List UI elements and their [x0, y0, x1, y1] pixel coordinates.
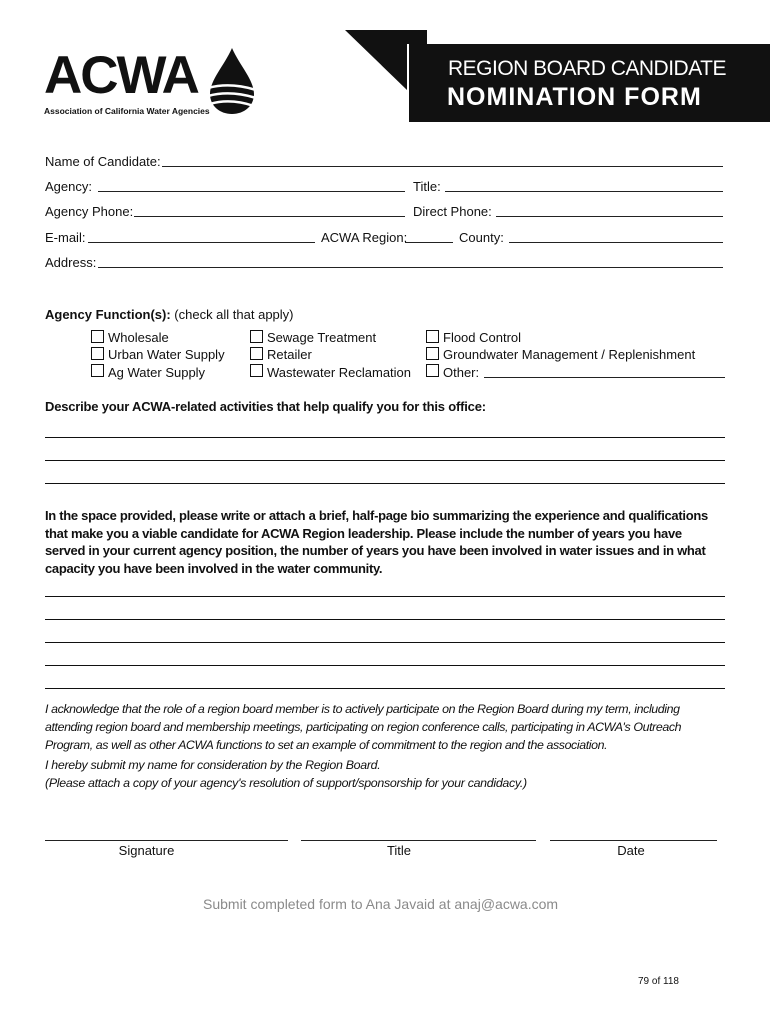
option-groundwater-management: Groundwater Management / Replenishment: [443, 347, 696, 362]
address-input-line[interactable]: [98, 267, 723, 268]
option-urban-water-supply: Urban Water Supply: [108, 347, 225, 362]
water-drop-icon: [202, 46, 257, 116]
agency-function-heading: [45, 307, 294, 322]
signature-line[interactable]: [45, 840, 288, 841]
agency-input-line[interactable]: [98, 191, 405, 192]
option-sewage-treatment: Sewage Treatment: [267, 330, 377, 345]
agency-phone-input-line[interactable]: [134, 216, 405, 217]
checkbox-sewage-treatment[interactable]: [250, 330, 263, 343]
bio-line[interactable]: [45, 596, 725, 597]
agency-function-heading-note: (check all that apply): [170, 307, 294, 322]
submit-name-statement: I hereby submit my name for consideration by the Region Board.: [45, 758, 381, 772]
checkbox-flood-control[interactable]: [426, 330, 439, 343]
title-label: Title: [386, 843, 412, 858]
attach-resolution-note: (Please attach a copy of your agency's resolution of support/sponsorship for your candidacy.): [45, 776, 527, 790]
describe-prompt: Describe your ACWA-related activities that help qualify you for this office:: [45, 399, 486, 414]
signature-label: Signature: [118, 843, 175, 858]
other-input-line[interactable]: [484, 377, 725, 378]
title-signature-line[interactable]: [301, 840, 536, 841]
option-wastewater-reclamation: Wastewater Reclamation: [267, 365, 412, 380]
email-input-line[interactable]: [88, 242, 315, 243]
field-label-email: E-mail:: [45, 230, 86, 245]
option-ag-water-supply: Ag Water Supply: [108, 365, 206, 380]
page-number: 79 of 118: [638, 976, 679, 987]
header-title-line1: REGION BOARD CANDIDATE: [448, 57, 726, 80]
describe-line[interactable]: [45, 437, 725, 438]
bio-line[interactable]: [45, 688, 725, 689]
field-label-region: ACWA Region:: [321, 230, 408, 245]
checkbox-wholesale[interactable]: [91, 330, 104, 343]
bio-line[interactable]: [45, 665, 725, 666]
field-label-address: Address:: [45, 255, 97, 270]
field-label-direct-phone: Direct Phone:: [413, 204, 492, 219]
field-label-county: County:: [459, 230, 504, 245]
county-input-line[interactable]: [509, 242, 723, 243]
field-label-name: Name of Candidate:: [45, 154, 161, 169]
acknowledgment-text: I acknowledge that the role of a region board member is to actively participate on the Region Board during my term, including attending region board and membership meetings, participating on region conference calls, participating in ACWA's Outreach Program, as well as other ACWA functions to set an example of commitment to the region and the association.: [45, 702, 682, 752]
option-wholesale: Wholesale: [108, 330, 169, 345]
bio-line[interactable]: [45, 619, 725, 620]
option-flood-control: Flood Control: [443, 330, 522, 345]
logo-wordmark: ACWA: [44, 46, 198, 105]
agency-function-heading-bold: Agency Function(s):: [45, 307, 171, 322]
bio-prompt: In the space provided, please write or attach a brief, half-page bio summarizing the experience and qualifications that make you a viable candidate for ACWA Region leadership. Please include the number of years you have served in your current agency position, the number of years you have been involved in water issues and in what capacity you have been involved in the water community.: [45, 508, 708, 576]
field-label-title: Title:: [413, 179, 441, 194]
date-label: Date: [617, 843, 645, 858]
checkbox-wastewater-reclamation[interactable]: [250, 364, 263, 377]
describe-line[interactable]: [45, 460, 725, 461]
logo-tagline: Association of California Water Agencies: [44, 106, 210, 116]
submit-instructions: Submit completed form to Ana Javaid at anaj@acwa.com: [203, 896, 559, 912]
field-label-agency: Agency:: [45, 179, 92, 194]
checkbox-ag-water-supply[interactable]: [91, 364, 104, 377]
checkbox-urban-water-supply[interactable]: [91, 347, 104, 360]
header-title-line2: NOMINATION FORM: [447, 83, 702, 111]
date-line[interactable]: [550, 840, 717, 841]
title-input-line[interactable]: [445, 191, 723, 192]
field-label-agency-phone: Agency Phone:: [45, 204, 134, 219]
describe-line[interactable]: [45, 483, 725, 484]
checkbox-retailer[interactable]: [250, 347, 263, 360]
name-input-line[interactable]: [162, 166, 723, 167]
checkbox-other[interactable]: [426, 364, 439, 377]
checkbox-groundwater-management[interactable]: [426, 347, 439, 360]
region-input-line[interactable]: [405, 242, 453, 243]
direct-phone-input-line[interactable]: [496, 216, 723, 217]
option-other: Other:: [443, 365, 480, 380]
option-retailer: Retailer: [267, 347, 312, 362]
acwa-logo: [44, 48, 264, 123]
bio-line[interactable]: [45, 642, 725, 643]
